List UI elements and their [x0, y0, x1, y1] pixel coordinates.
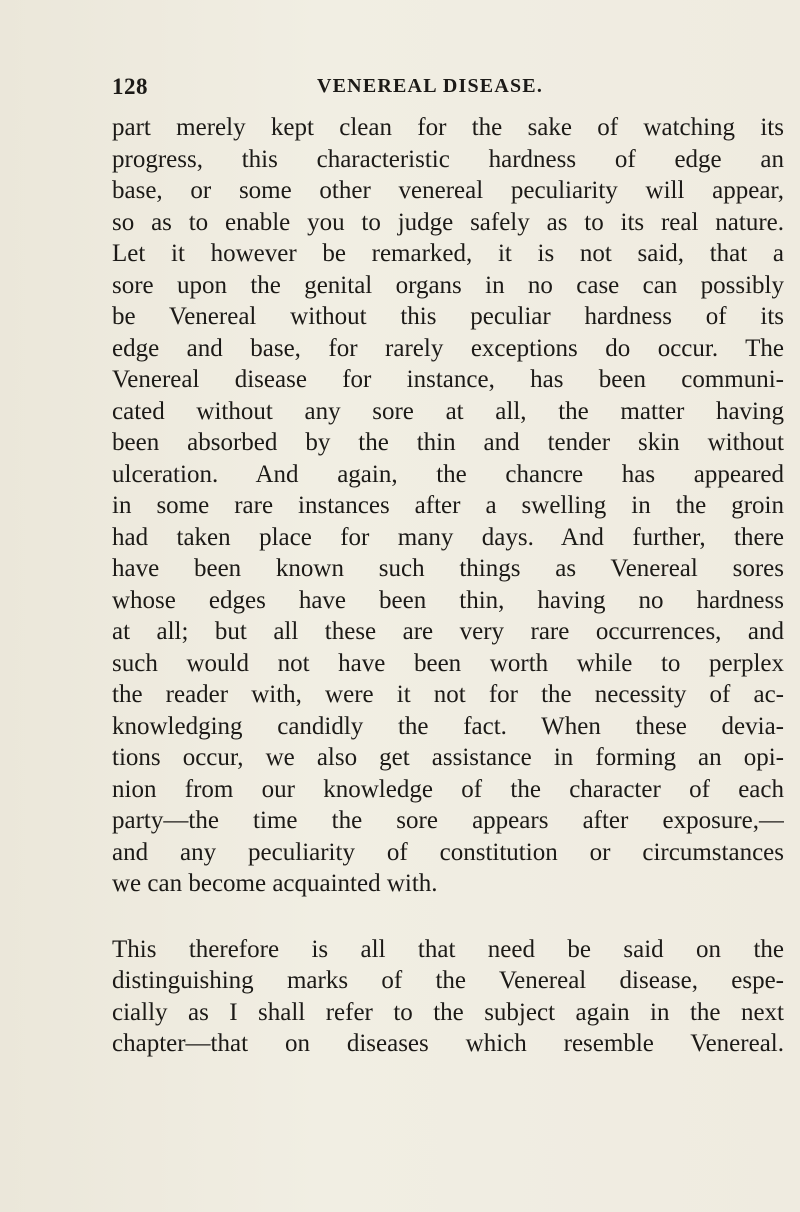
text-line: distinguishing marks of the Venereal disease, espe-: [112, 967, 784, 994]
text-line: ulceration. And again, the chancre has appeared: [112, 460, 784, 488]
text-line: Let it however be remarked, it is not said, that a: [112, 240, 784, 267]
text-line: be Venereal without this peculiar hardness of its: [112, 303, 784, 330]
text-line: been absorbed by the thin and tender skin without: [112, 429, 784, 456]
text-line: at all; but all these are very rare occurrences, and: [112, 618, 784, 645]
text-line: base, or some other venereal peculiarity will appear,: [112, 177, 784, 204]
text-line: in some rare instances after a swelling in the groin: [112, 492, 784, 519]
text-line: sore upon the genital organs in no case can possibly: [112, 271, 784, 299]
text-line: This therefore is all that need be said on the: [112, 935, 784, 963]
text-line: so as to enable you to judge safely as to its real nature.: [112, 208, 784, 236]
text-line: progress, this characteristic hardness of edge an: [112, 145, 784, 173]
text-line: we can become acquainted with.: [112, 870, 438, 897]
running-head: VENEREAL DISEASE.: [317, 75, 544, 97]
text-line: such would not have been worth while to perplex: [112, 649, 784, 677]
text-line: party—the time the sore appears after exposure,—: [112, 807, 784, 834]
page-header: [112, 74, 792, 104]
text-line: edge and base, for rarely exceptions do occur. The: [112, 334, 784, 362]
page-number: 128: [112, 74, 148, 99]
text-line: the reader with, were it not for the necessity of ac-: [112, 681, 784, 708]
text-line: knowledging candidly the fact. When these devia-: [112, 712, 784, 740]
text-line: part merely kept clean for the sake of watching its: [112, 114, 784, 141]
text-line: had taken place for many days. And further, there: [112, 523, 784, 551]
text-line: chapter—that on diseases which resemble Venereal.: [112, 1030, 784, 1057]
text-line: cated without any sore at all, the matter having: [112, 397, 784, 425]
paragraph-1: [112, 112, 784, 900]
text-line: tions occur, we also get assistance in forming an opi-: [112, 744, 784, 771]
text-line: nion from our knowledge of the character of each: [112, 775, 784, 803]
text-line: have been known such things as Venereal sores: [112, 555, 784, 582]
paragraph-2: [112, 934, 784, 1060]
text-line: and any peculiarity of constitution or circumstances: [112, 838, 784, 866]
paragraph-spacer: [112, 900, 784, 934]
text-line: whose edges have been thin, having no hardness: [112, 586, 784, 614]
text-line: cially as I shall refer to the subject again in the next: [112, 998, 784, 1026]
text-line: Venereal disease for instance, has been communi-: [112, 366, 784, 393]
body-text: [112, 112, 784, 1060]
